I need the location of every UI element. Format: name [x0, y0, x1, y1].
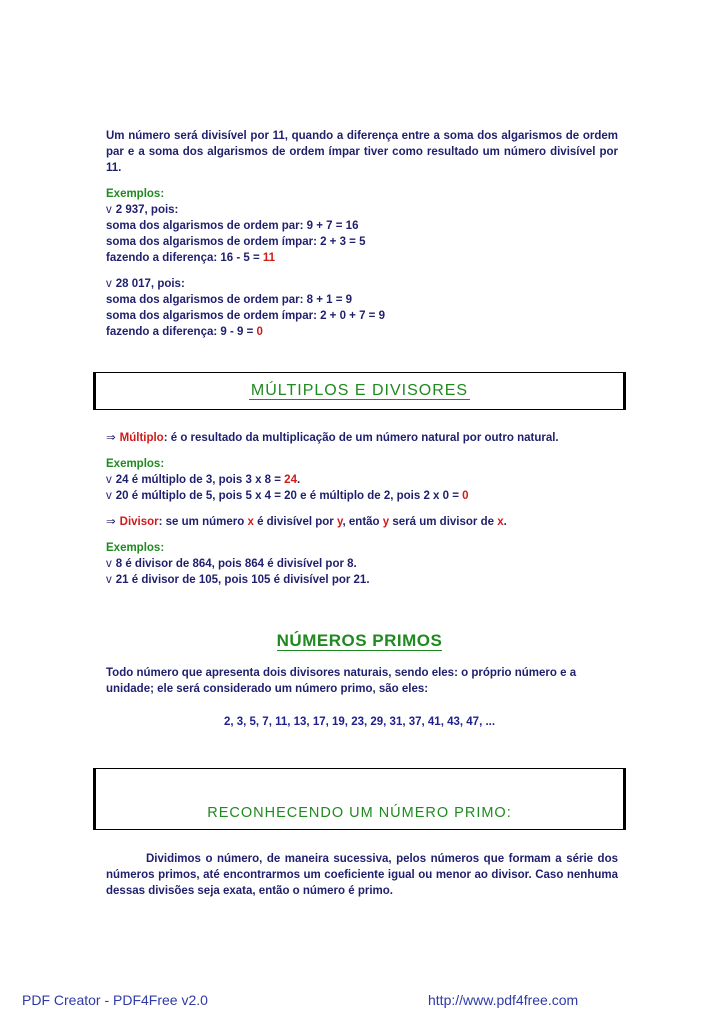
example-2937-head — [106, 202, 618, 218]
divisor-example — [106, 572, 618, 588]
example-line: soma dos algarismos de ordem par: 9 + 7 = 16 — [106, 220, 359, 232]
bullet-icon: v — [106, 490, 112, 502]
heading-text: NÚMEROS PRIMOS — [276, 631, 443, 650]
arrow-icon: ⇒ — [106, 432, 116, 444]
numeros-primos-heading — [93, 631, 626, 651]
example-result: 11 — [262, 252, 276, 264]
definition-text: , então — [342, 516, 383, 528]
examples-label: Exemplos: — [106, 188, 165, 200]
definition-text: : é o resultado da multiplicação de um número natural por outro natural. — [163, 432, 559, 444]
example-text: fazendo a diferença: 9 - 9 = — [106, 326, 257, 338]
example-result: 24 — [284, 474, 297, 486]
multiplo-definition — [106, 430, 618, 446]
divisibility-11-section — [106, 128, 618, 340]
example-text: 20 é múltiplo de 5, pois 5 x 4 = 20 e é múltiplo de 2, pois 2 x 0 = — [115, 490, 463, 502]
example-result: 0 — [462, 490, 469, 502]
box-title-text: MÚLTIPLOS E DIVISORES — [250, 382, 469, 399]
reconhecendo-section — [106, 851, 618, 899]
example-line — [106, 250, 618, 266]
example-line — [106, 324, 618, 340]
examples-label: Exemplos: — [106, 458, 165, 470]
multiplo-term: Múltiplo — [119, 432, 164, 444]
reconhecendo-title — [96, 805, 623, 821]
example-text: 8 é divisor de 864, pois 864 é divisível por 8. — [115, 558, 357, 570]
definition-text: : se um número — [158, 516, 248, 528]
bullet-icon: v — [106, 204, 112, 216]
bullet-icon: v — [106, 474, 112, 486]
variable-y: y — [336, 516, 343, 528]
footer-link[interactable]: http://www.pdf4free.com — [428, 992, 579, 1008]
box-title-text: RECONHECENDO UM NÚMERO PRIMO: — [207, 805, 512, 821]
example-28017-head — [106, 276, 618, 292]
example-line: soma dos algarismos de ordem par: 8 + 1 = 9 — [106, 294, 353, 306]
divisor-example — [106, 556, 618, 572]
example-text: fazendo a diferença: 16 - 5 = — [106, 252, 263, 264]
example-text: 28 017, pois: — [115, 278, 185, 290]
definition-text: será um divisor de — [389, 516, 498, 528]
example-text: 24 é múltiplo de 3, pois 3 x 8 = — [115, 474, 285, 486]
divisibility-11-rule: Um número será divisível por 11, quando a diferença entre a soma dos algarismos de ordem par e a soma dos algarismos de ordem ímpar tiver como resultado um número divisível por 11. — [106, 130, 618, 174]
primos-section — [106, 665, 618, 697]
definition-text: . — [503, 516, 507, 528]
bullet-icon: v — [106, 278, 112, 290]
bullet-icon: v — [106, 558, 112, 570]
example-text: 2 937, pois: — [115, 204, 179, 216]
bullet-icon: v — [106, 574, 112, 586]
example-line: soma dos algarismos de ordem ímpar: 2 + 0 + 7 = 9 — [106, 310, 385, 322]
primos-definition: Todo número que apresenta dois divisores naturais, sendo eles: o próprio número e a unidade; ele será considerado um número primo, são eles: — [106, 667, 577, 695]
divisor-definition — [106, 514, 618, 530]
examples-label: Exemplos: — [106, 542, 165, 554]
variable-y: y — [382, 516, 390, 528]
multiplos-divisores-title — [96, 382, 623, 400]
multiplo-example — [106, 472, 618, 488]
arrow-icon: ⇒ — [106, 516, 116, 528]
primos-list: 2, 3, 5, 7, 11, 13, 17, 19, 23, 29, 31, 37, 41, 43, 47, ... — [223, 716, 496, 728]
variable-x: x — [247, 516, 254, 528]
example-text: . — [296, 474, 301, 486]
example-result: 0 — [256, 326, 263, 338]
multiplo-example — [106, 488, 618, 504]
multiplos-divisores-box — [93, 372, 626, 410]
divisor-term: Divisor — [119, 516, 159, 528]
variable-x: x — [497, 516, 504, 528]
multiplos-section — [106, 430, 618, 588]
example-text: 21 é divisor de 105, pois 105 é divisível por 21. — [115, 574, 370, 586]
footer-left-text: PDF Creator - PDF4Free v2.0 — [22, 992, 208, 1008]
definition-text: é divisível por — [253, 516, 337, 528]
reconhecendo-text: Dividimos o número, de maneira sucessiva, pelos números que formam a série dos números primos, até encontrarmos um coeficiente igual ou menor ao divisor. Caso nenhuma dessas divisões seja exata, então o número é primo. — [106, 853, 618, 897]
reconhecendo-box — [93, 768, 626, 830]
example-line: soma dos algarismos de ordem ímpar: 2 + 3 = 5 — [106, 236, 366, 248]
